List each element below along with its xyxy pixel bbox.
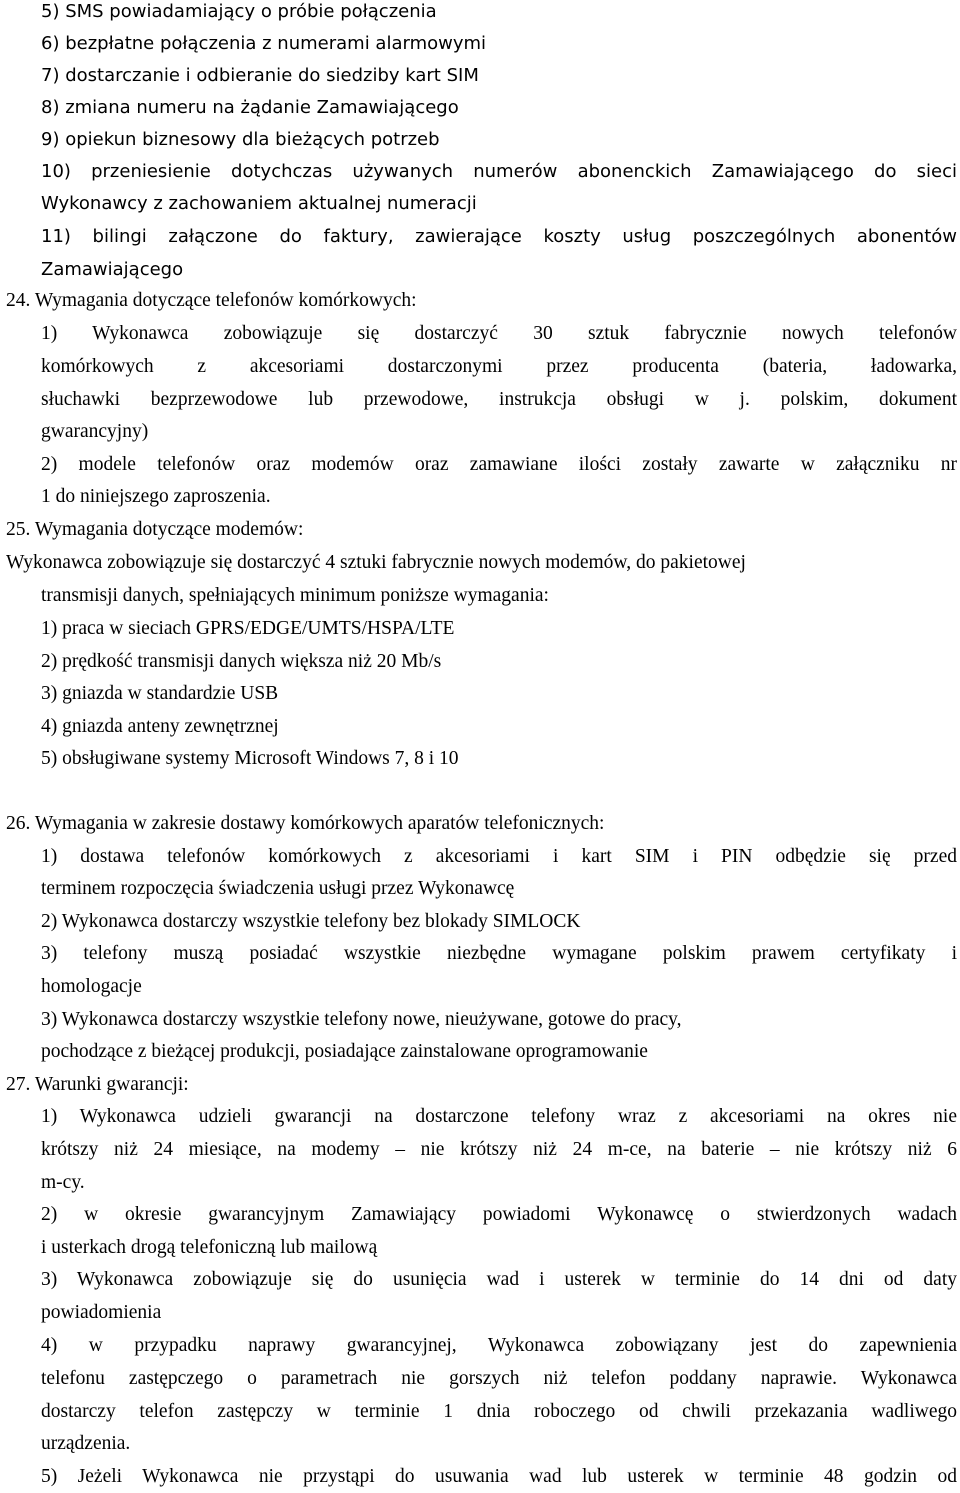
section-heading: 24. Wymagania dotyczące telefonów komórkowych: — [6, 290, 417, 311]
paragraph-line: 1) dostawa telefonów komórkowych z akcesoriami i kart SIM i PIN odbędzie się przed — [41, 846, 957, 867]
section-heading: 27. Warunki gwarancji: — [6, 1074, 189, 1095]
paragraph-line: telefonu zastępczego o parametrach nie gorszych niż telefon poddany naprawie. Wykonawca — [41, 1368, 957, 1389]
paragraph-line: transmisji danych, spełniających minimum poniższe wymagania: — [41, 585, 549, 606]
list-item: 6) bezpłatne połączenia z numerami alarmowymi — [41, 33, 487, 54]
paragraph-line: urządzenia. — [41, 1433, 131, 1454]
list-item: 1) praca w sieciach GPRS/EDGE/UMTS/HSPA/LTE — [41, 618, 455, 639]
paragraph-line: powiadomienia — [41, 1302, 162, 1323]
list-item: 9) opiekun biznesowy dla bieżących potrzeb — [41, 129, 440, 150]
list-item: 11) bilingi załączone do faktury, zawierające koszty usług poszczególnych abonentów — [41, 226, 957, 247]
paragraph-line: dostarczy telefon zastępczy w terminie 1 dnia roboczego od chwili przekazania wadliwego — [41, 1401, 957, 1422]
paragraph-line: i usterkach drogą telefoniczną lub mailową — [41, 1237, 378, 1258]
list-item-continuation: Wykonawcy z zachowaniem aktualnej numeracji — [41, 193, 477, 214]
paragraph-line: 3) Wykonawca zobowiązuje się do usunięcia wad i usterek w terminie do 14 dni od daty — [41, 1269, 957, 1290]
list-item: 10) przeniesienie dotychczas używanych numerów abonenckich Zamawiającego do sieci — [41, 161, 957, 182]
list-item: 8) zmiana numeru na żądanie Zamawiającego — [41, 97, 459, 118]
paragraph-line: 3) Wykonawca dostarczy wszystkie telefony nowe, nieużywane, gotowe do pracy, — [41, 1009, 682, 1030]
paragraph-line: gwarancyjny) — [41, 421, 149, 442]
list-item-continuation: Zamawiającego — [41, 259, 184, 280]
paragraph-line: słuchawki bezprzewodowe lub przewodowe, instrukcja obsługi w j. polskim, dokument — [41, 389, 957, 410]
paragraph-line: terminem rozpoczęcia świadczenia usługi przez Wykonawcę — [41, 878, 515, 899]
section-heading: 25. Wymagania dotyczące modemów: — [6, 519, 304, 540]
list-item: 5) obsługiwane systemy Microsoft Windows 7, 8 i 10 — [41, 748, 459, 769]
paragraph-line: Wykonawca zobowiązuje się dostarczyć 4 sztuki fabrycznie nowych modemów, do pakietowej — [6, 552, 746, 573]
paragraph-line: 4) w przypadku naprawy gwarancyjnej, Wykonawca zobowiązany jest do zapewnienia — [41, 1335, 957, 1356]
list-item: 7) dostarczanie i odbieranie do siedziby kart SIM — [41, 65, 479, 86]
paragraph-line: komórkowych z akcesoriami dostarczonymi przez producenta (bateria, ładowarka, — [41, 356, 957, 377]
paragraph-line: 1) Wykonawca udzieli gwarancji na dostarczone telefony wraz z akcesoriami na okres nie — [41, 1106, 957, 1127]
paragraph-line: krótszy niż 24 miesiące, na modemy – nie krótszy niż 24 m-ce, na baterie – nie krótszy niż 6 — [41, 1139, 957, 1160]
paragraph-line: 2) w okresie gwarancyjnym Zamawiający powiadomi Wykonawcę o stwierdzonych wadach — [41, 1204, 957, 1225]
paragraph-line: 2) Wykonawca dostarczy wszystkie telefony bez blokady SIMLOCK — [41, 911, 581, 932]
paragraph-line: m-cy. — [41, 1172, 85, 1193]
paragraph-line: 2) modele telefonów oraz modemów oraz zamawiane ilości zostały zawarte w załączniku nr — [41, 454, 957, 475]
list-item: 4) gniazda anteny zewnętrznej — [41, 716, 279, 737]
paragraph-line: 1 do niniejszego zaproszenia. — [41, 486, 271, 507]
section-heading: 26. Wymagania w zakresie dostawy komórkowych aparatów telefonicznych: — [6, 813, 605, 834]
paragraph-line: 5) Jeżeli Wykonawca nie przystąpi do usuwania wad lub usterek w terminie 48 godzin od — [41, 1466, 957, 1487]
paragraph-line: 1) Wykonawca zobowiązuje się dostarczyć 30 sztuk fabrycznie nowych telefonów — [41, 323, 957, 344]
list-item: 3) gniazda w standardzie USB — [41, 683, 279, 704]
paragraph-line: homologacje — [41, 976, 142, 997]
list-item: 2) prędkość transmisji danych większa niż 20 Mb/s — [41, 651, 442, 672]
paragraph-line: 3) telefony muszą posiadać wszystkie niezbędne wymagane polskim prawem certyfikaty i — [41, 943, 957, 964]
list-item: 5) SMS powiadamiający o próbie połączenia — [41, 1, 437, 22]
paragraph-line: pochodzące z bieżącej produkcji, posiadające zainstalowane oprogramowanie — [41, 1041, 648, 1062]
